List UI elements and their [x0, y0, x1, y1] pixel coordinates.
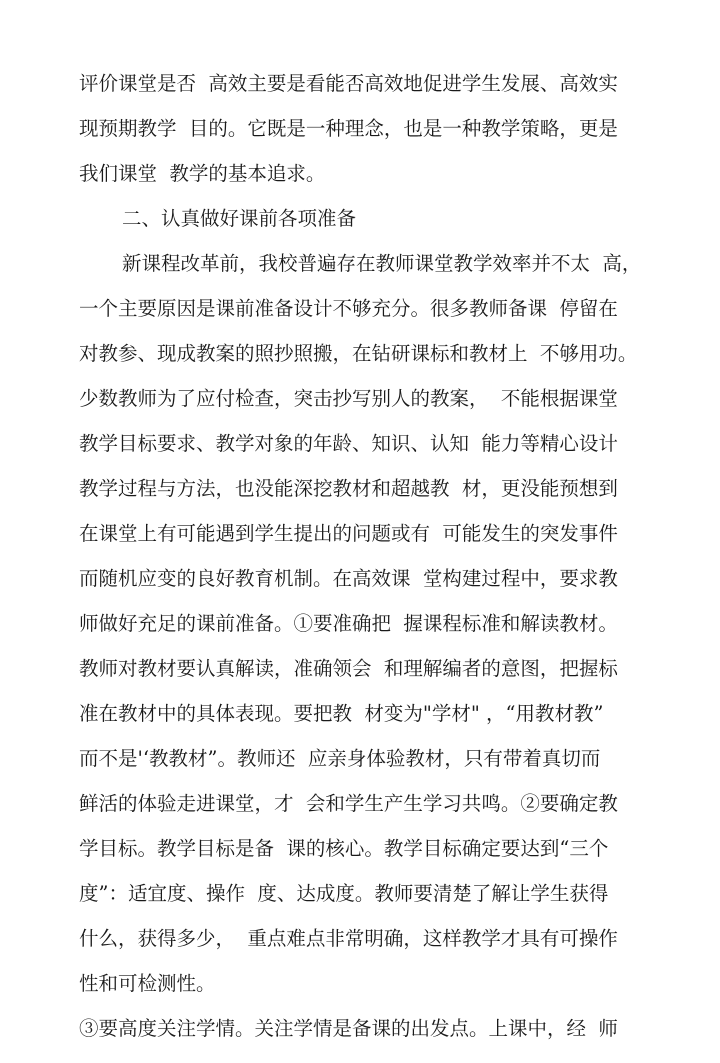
- text-line-7: 对教参、现成教案的照抄照搬，在钻研课标和教材上 不够用功。: [79, 342, 638, 365]
- section-heading: 二、认真做好课前各项准备: [122, 207, 357, 230]
- text-line-21: 性和可检测性。: [79, 972, 216, 995]
- text-line-1: 评价课堂是否 高效主要是看能否高效地促进学生发展、高效实: [79, 72, 618, 95]
- text-line-5: 新课程改革前，我校普遍存在教师课堂教学效率并不太 高，: [122, 252, 642, 275]
- text-line-8: 少数教师为了应付检查，突击抄写别人的教案， 不能根据课堂: [79, 387, 618, 410]
- text-line-18: 学目标。教学目标是备 课的核心。教学目标确定要达到“三个: [79, 837, 609, 860]
- text-line-19: 度”：适宜度、操作 度、达成度。教师要清楚了解让学生获得: [79, 882, 609, 905]
- text-line-9: 教学目标要求、教学对象的年龄、知识、认知 能力等精心设计: [79, 432, 618, 455]
- text-line-22: ③要高度关注学情。关注学情是备课的出发点。上课中，经 师: [79, 1017, 618, 1040]
- text-line-17: 鲜活的体验走进课堂，才 会和学生产生学习共鸣。②要确定教: [79, 792, 618, 815]
- text-line-13: 师做好充足的课前准备。①要准确把 握课程标准和解读教材。: [79, 612, 618, 635]
- text-line-12: 而随机应变的良好教育机制。在高效课 堂构建过程中，要求教: [79, 567, 618, 590]
- text-line-14: 教师对教材要认真解读，准确领会 和理解编者的意图，把握标: [79, 657, 618, 680]
- text-line-10: 教学过程与方法，也没能深挖教材和超越教 材，更没能预想到: [79, 477, 618, 500]
- text-line-20: 什么，获得多少， 重点难点非常明确，这样教学才具有可操作: [79, 927, 618, 950]
- text-line-15: 准在教材中的具体表现。要把教 材变为"学材" ，“用教材教”: [79, 702, 604, 725]
- text-line-6: 一个主要原因是课前准备设计不够充分。很多教师备课 停留在: [79, 297, 618, 320]
- text-line-3: 我们课堂 教学的基本追求。: [79, 162, 326, 185]
- text-line-11: 在课堂上有可能遇到学生提出的问题或有 可能发生的突发事件: [79, 522, 618, 545]
- text-line-16: 而不是'‘教教材”。教师还 应亲身体验教材，只有带着真切而: [79, 747, 601, 770]
- text-line-2: 现预期教学 目的。它既是一种理念，也是一种教学策略，更是: [79, 117, 618, 140]
